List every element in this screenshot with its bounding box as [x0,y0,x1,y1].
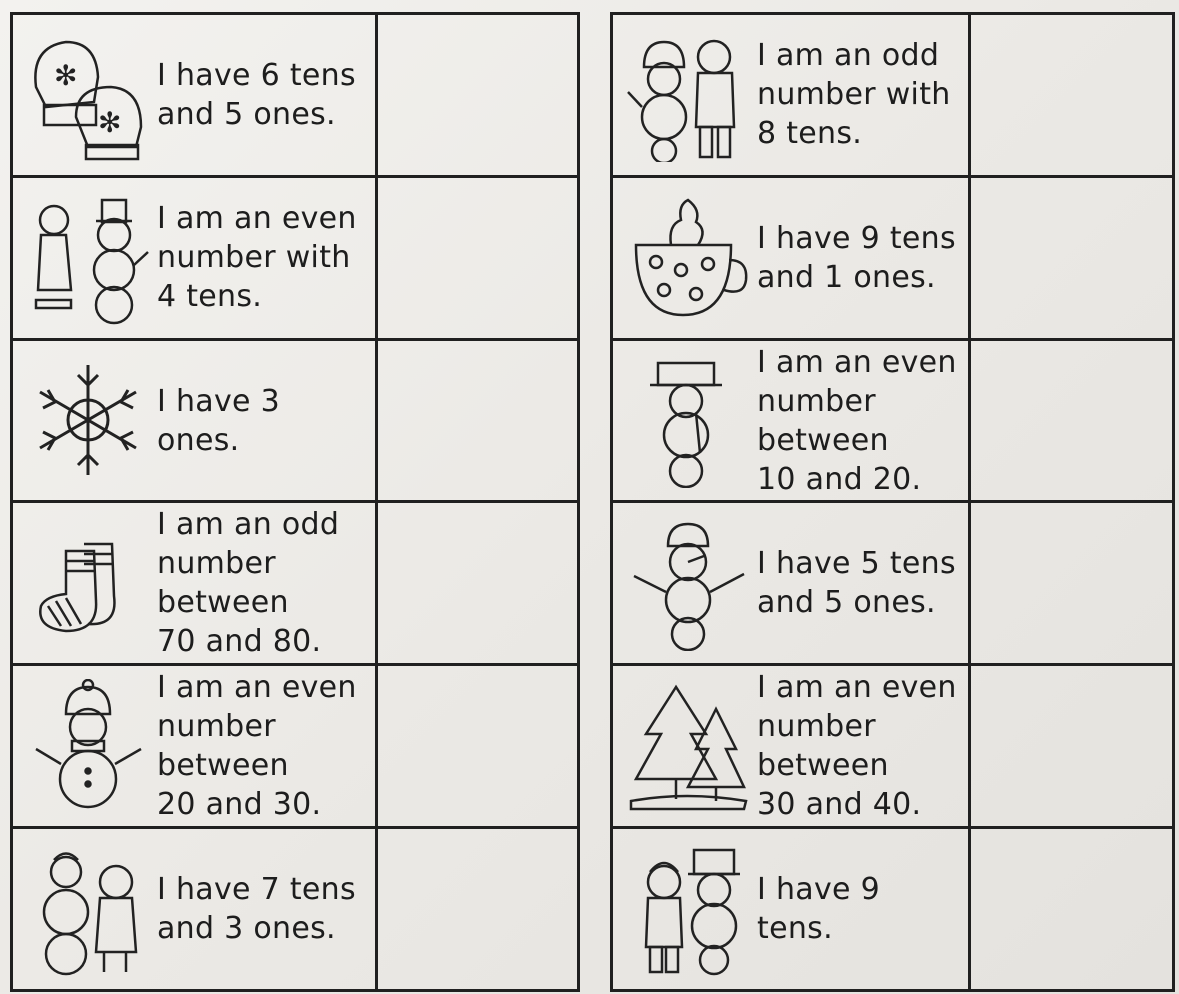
clue-cell [13,178,378,338]
answer-cell [378,829,577,989]
clue-cell [13,829,378,989]
clue-text: I have 9 tens. [757,872,881,947]
card-row [13,341,577,504]
hot-cocoa-mug-icon [623,188,753,328]
answer-cell [378,666,577,826]
card-row [13,178,577,341]
clue-cell [613,829,971,989]
clue-cell [613,15,971,175]
answer-cell [971,829,1172,989]
clue-cell [13,666,378,826]
snowy-pine-trees-icon [623,676,753,816]
svg-text:✻: ✻ [53,59,77,93]
clue-text: I have 7 tens and 3 ones. [157,872,356,947]
card-row [13,503,577,666]
card-row [13,829,577,989]
card-row [13,15,577,178]
mittens-icon [23,25,153,165]
answer-cell [378,178,577,338]
clue-text: I have 3 ones. [157,383,281,458]
snowman-arms-icon [623,513,753,653]
snowman-top-hat-icon [623,351,753,491]
clue-cell [13,15,378,175]
clue-text: I have 9 tens and 1 ones. [757,220,956,295]
answer-cell [971,666,1172,826]
answer-cell [971,15,1172,175]
clue-text: I am an odd number between 70 and 80. [157,507,340,660]
clue-cell [613,503,971,663]
clue-text: I have 6 tens and 5 ones. [157,57,356,132]
boy-with-snowman-icon [623,839,753,979]
clue-cell [613,666,971,826]
card-row [613,666,1172,829]
clue-text: I am an even number between 20 and 30. [157,670,357,823]
answer-cell [378,341,577,501]
clue-cell [613,341,971,501]
clue-text: I have 5 tens and 5 ones. [757,546,956,621]
card-row [613,503,1172,666]
answer-cell [971,178,1172,338]
snowman-beanie-icon [23,676,153,816]
answer-cell [378,15,577,175]
card-row [613,178,1172,341]
clue-text: I am an even number with 4 tens. [157,201,357,315]
card-row [613,829,1172,989]
card-row [613,341,1172,504]
clue-text: I am an odd number with 8 tens. [757,38,951,152]
answer-cell [378,503,577,663]
kids-with-snowman-icon [23,839,153,979]
girl-with-snowman-icon [623,25,753,165]
answer-cell [971,503,1172,663]
clue-cell [13,503,378,663]
girl-building-snowman-icon [23,188,153,328]
clue-text: I am an even number between 10 and 20. [757,344,957,497]
svg-text:✻: ✻ [97,106,121,140]
answer-cell [971,341,1172,501]
clue-text: I am an even number between 30 and 40. [757,670,957,823]
snowflake-icon [23,351,153,491]
right-card-grid [610,12,1175,992]
clue-cell [613,178,971,338]
clue-cell [13,341,378,501]
socks-icon [23,513,153,653]
card-row [13,666,577,829]
card-row [613,15,1172,178]
left-card-grid [10,12,580,992]
